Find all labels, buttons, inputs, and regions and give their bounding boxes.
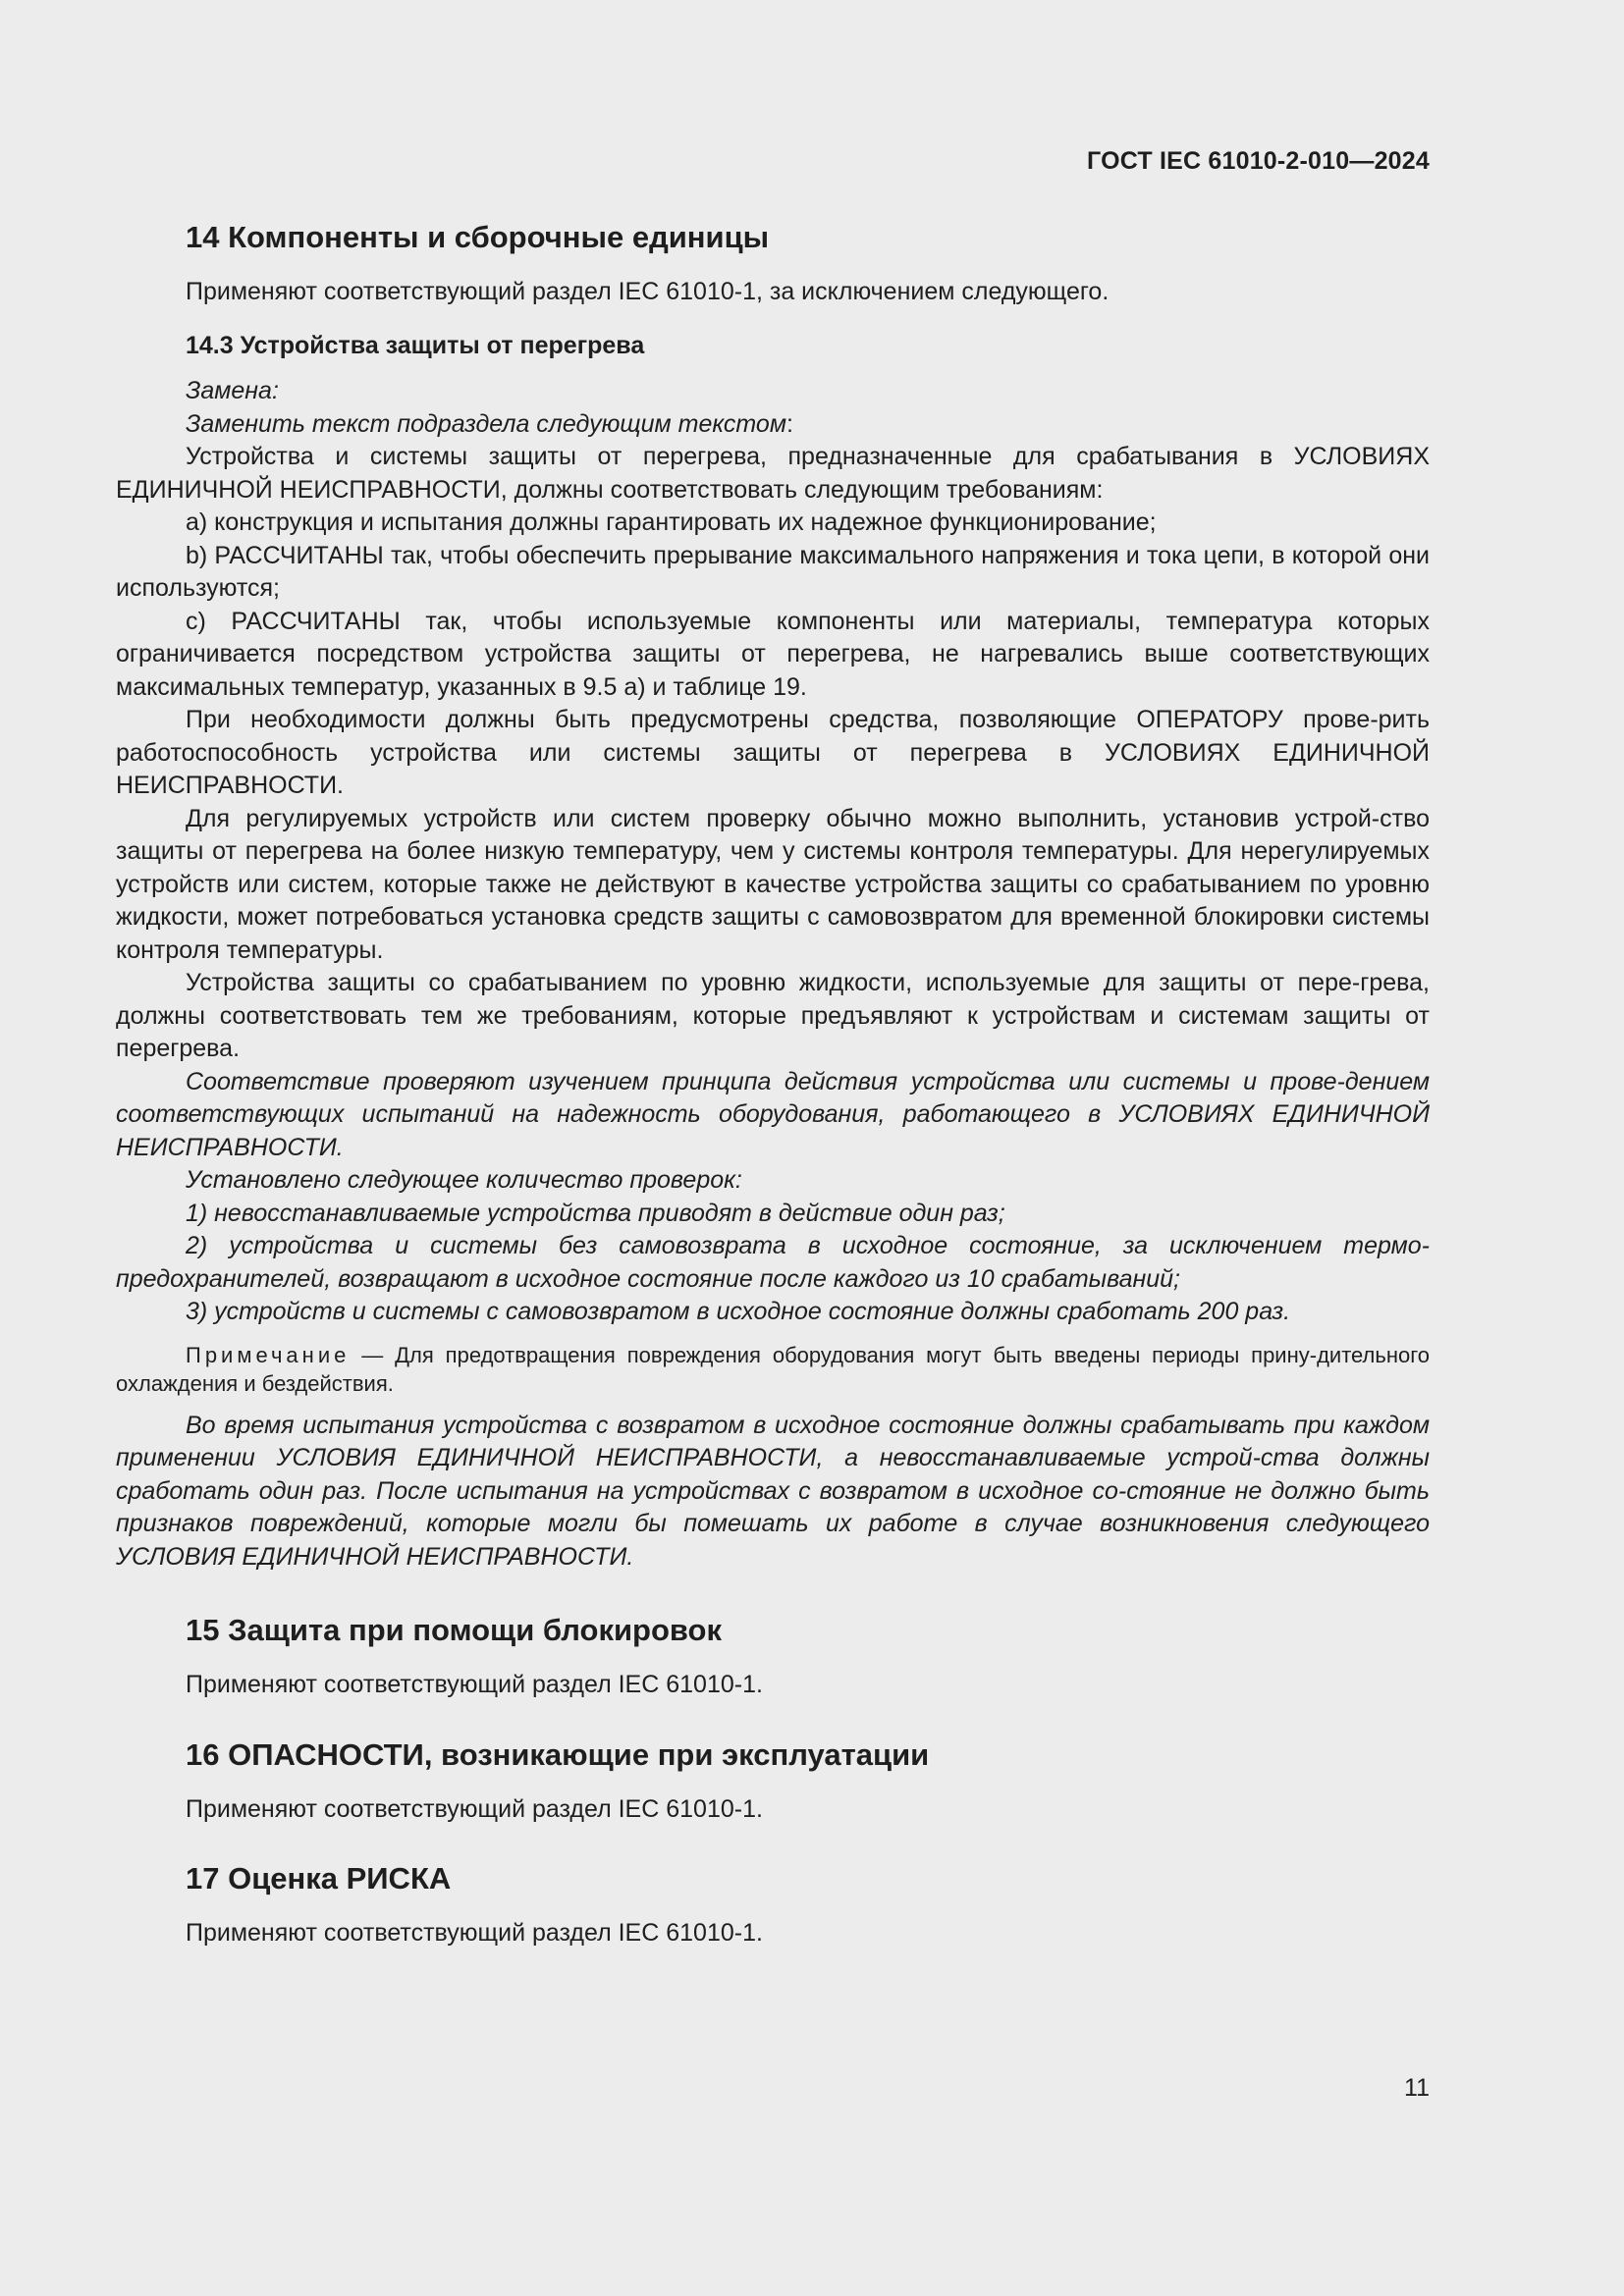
page-content xyxy=(116,218,1430,1950)
section-17-title: 17 Оценка РИСКА xyxy=(186,1861,452,1896)
replace-text: Заменить текст подраздела следующим текстом xyxy=(186,409,786,438)
paragraph-operator-check: При необходимости должны быть предусмотрены средства, позволяющие ОПЕРАТОРУ прове-рить работоспособность устройства или системы защиты от перегрева в УСЛОВИЯХ ЕДИНИЧНОЙ НЕИСПРАВНОСТИ. xyxy=(116,706,1430,799)
note-label: Примечание xyxy=(186,1342,351,1367)
replace-colon: : xyxy=(785,409,793,438)
section-15-text: Применяют соответствующий раздел IEC 61010-1. xyxy=(186,1671,763,1698)
document-header: ГОСТ IEC 61010-2-010—2024 xyxy=(1087,147,1430,175)
final-test-paragraph: Во время испытания устройства с возвратом в исходное состояние должны срабатывать при каждом применении УСЛОВИЯ ЕДИНИЧНОЙ НЕИСПРАВНОСТИ, а невосстанавливаемые устрой-ства должны сработать один раз. После испытания на устройствах с возвратом в исходное со-стояние не должно быть признаков повреждений, которые могли бы помешать их работе в случае возникновения следующего УСЛОВИЯ ЕДИНИЧНОЙ НЕИСПРАВНОСТИ. xyxy=(116,1411,1430,1571)
section-16-text: Применяют соответствующий раздел IEC 61010-1. xyxy=(186,1794,763,1823)
paragraph-adjustable-devices: Для регулируемых устройств или систем проверку обычно можно выполнить, установив устрой-ство защиты от перегрева на более низкую температуру, чем у системы контроля температуры. Для нерегулируемых устройств или систем, которые также не действуют в качестве устройства защиты со срабатыванием по уровню жидкости, может потребоваться установка средств защиты с самовозвратом для временной блокировки системы контроля температуры. xyxy=(116,804,1430,964)
section-17-text: Применяют соответствующий раздел IEC 61010-1. xyxy=(186,1919,763,1947)
section-14-intro: Применяют соответствующий раздел IEC 61010-1, за исключением следующего. xyxy=(186,278,1110,305)
check-item-1: 1) невосстанавливаемые устройства приводят в действие один раз; xyxy=(186,1199,1005,1227)
list-item-a: a) конструкция и испытания должны гарантировать их надежное функционирование; xyxy=(186,508,1157,536)
section-14-title: 14 Компоненты и сборочные единицы xyxy=(186,220,770,254)
paragraph-requirements: Устройства и системы защиты от перегрева, предназначенные для срабатывания в УСЛОВИЯХ ЕДИНИЧНОЙ НЕИСПРАВНОСТИ, должны соответствовать следующим требованиям: xyxy=(116,443,1430,504)
replace-instruction xyxy=(116,408,1430,442)
check-item-2: 2) устройства и системы без самовозврата в исходное состояние, за исключением термо-предохранителей, возвращают в исходное состояние после каждого из 10 срабатываний; xyxy=(116,1232,1430,1293)
note-text: — Для предотвращения повреждения оборудования могут быть введены периоды прину-дительного охлаждения и бездействия. xyxy=(116,1342,1430,1396)
page-number: 11 xyxy=(1404,2074,1430,2102)
check-item-3: 3) устройств и системы с самовозвратом в исходное состояние должны сработать 200 раз. xyxy=(186,1298,1291,1325)
section-15-title: 15 Защита при помощи блокировок xyxy=(186,1613,723,1647)
checks-intro: Установлено следующее количество проверок: xyxy=(186,1166,742,1194)
subsection-14-3-title: 14.3 Устройства защиты от перегрева xyxy=(186,331,645,359)
paragraph-liquid-level: Устройства защиты со срабатыванием по уровню жидкости, используемые для защиты от пере-грева, должны соответствовать тем же требованиям, которые предъявляют к устройствам и системам защиты от перегрева. xyxy=(116,969,1430,1062)
replace-label: Замена: xyxy=(186,377,279,404)
list-item-b: b) РАССЧИТАНЫ так, чтобы обеспечить прерывание максимального напряжения и тока цепи, в которой они используются; xyxy=(116,541,1430,602)
compliance-statement: Соответствие проверяют изучением принципа действия устройства или системы и прове-дением соответствующих испытаний на надежность оборудования, работающего в УСЛОВИЯХ ЕДИНИЧНОЙ НЕИСПРАВНОСТИ. xyxy=(116,1067,1430,1161)
note xyxy=(116,1341,1430,1398)
list-item-c: c) РАССЧИТАНЫ так, чтобы используемые компоненты или материалы, температура которых ограничивается посредством устройства защиты от перегрева, не нагревались выше соответствующих максимальных температур, указанных в 9.5 a) и таблице 19. xyxy=(116,607,1430,701)
section-16-title: 16 ОПАСНОСТИ, возникающие при эксплуатации xyxy=(186,1736,930,1772)
